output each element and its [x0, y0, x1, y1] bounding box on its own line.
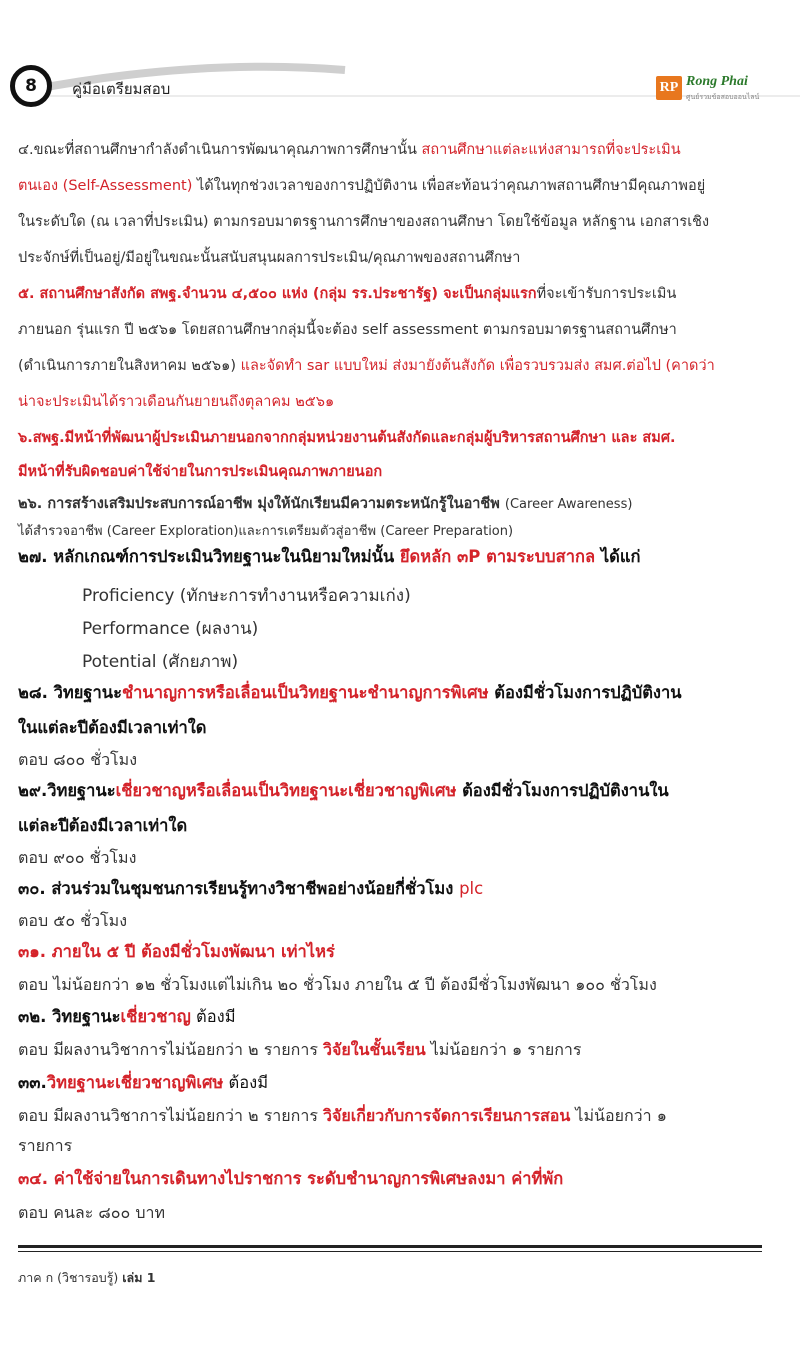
page-footer [18, 1268, 156, 1288]
text-line: ๖.สพฐ.มีหน้าที่พัฒนาผู้ประเมินภายนอกจากกลุ่มหน่วยงานต้นสังกัดและกลุ่มผู้บริหารสถานศึกษา และ สมศ. [18, 430, 676, 446]
logo-mark: RP [656, 76, 682, 100]
text-line: ได้สำรวจอาชีพ (Career Exploration)และการเตรียมตัวสู่อาชีพ (Career Preparation) [18, 524, 514, 539]
page-number: 8 [10, 65, 52, 107]
text-line: ๕. สถานศึกษาสังกัด สพฐ.จำนวน ๔,๕๐๐ แห่ง (กลุ่ม รร.ประชารัฐ) จะเป็นกลุ่มแรกที่จะเข้ารับการประเมิน [18, 286, 677, 302]
text-line: ตนเอง (Self-Assessment) ได้ในทุกช่วงเวลาของการปฏิบัติงาน เพื่อสะท้อนว่าคุณภาพสถานศึกษามีคุณภาพอยู่ [18, 178, 706, 194]
text-line: น่าจะประเมินได้ราวเดือนกันยายนถึงตุลาคม ๒๕๖๑ [18, 394, 335, 410]
question-32: ๓๒. วิทยฐานะเชี่ยวชาญ ต้องมี [18, 1007, 236, 1026]
logo-subtitle: ศูนย์รวมข้อสอบออนไลน์ [686, 93, 760, 101]
question-30: ๓๐. ส่วนร่วมในชุมชนการเรียนรู้ทางวิชาชีพอย่างน้อยกี่ชั่วโมง plc [18, 879, 484, 898]
question-34: ๓๔. ค่าใช้จ่ายในการเดินทางไปราชการ ระดับชำนาญการพิเศษลงมา ค่าที่พัก [18, 1169, 564, 1188]
question-31: ๓๑. ภายใน ๕ ปี ต้องมีชั่วโมงพัฒนา เท่าไหร่ [18, 942, 335, 961]
answer: ตอบ ๕๐ ชั่วโมง [18, 911, 127, 930]
logo-text: Rong Phai [686, 74, 748, 89]
answer: ตอบ มีผลงานวิชาการไม่น้อยกว่า ๒ รายการ วิจัยในชั้นเรียน ไม่น้อยกว่า ๑ รายการ [18, 1040, 582, 1059]
question-27: ๒๗. หลักเกณฑ์การประเมินวิทยฐานะในนิยามใหม่นั้น ยึดหลัก ๓P ตามระบบสากล ได้แก่ [18, 547, 641, 566]
list-item: Potential (ศักยภาพ) [82, 652, 239, 672]
text-line: ในระดับใด (ณ เวลาที่ประเมิน) ตามกรอบมาตรฐานการศึกษาของสถานศึกษา โดยใช้ข้อมูล หลักฐาน เอกสารเชิง [18, 214, 710, 230]
text-line: ประจักษ์ที่เป็นอยู่/มีอยู่ในขณะนั้นสนับสนุนผลการประเมิน/คุณภาพของสถานศึกษา [18, 250, 521, 266]
text-line: รายการ [18, 1136, 73, 1155]
footer-volume: เล่ม 1 [122, 1270, 156, 1285]
header-title: คู่มือเตรียมสอบ [72, 80, 171, 98]
text-line: ๒๖. การสร้างเสริมประสบการณ์อาชีพ มุ่งให้นักเรียนมีความตระหนักรู้ในอาชีพ (Career Awareness) [18, 496, 633, 512]
text-line: แต่ละปีต้องมีเวลาเท่าใด [18, 816, 188, 835]
list-item: Performance (ผลงาน) [82, 619, 259, 639]
answer: ตอบ คนละ ๘๐๐ บาท [18, 1203, 166, 1222]
question-33: ๓๓.วิทยฐานะเชี่ยวชาญพิเศษ ต้องมี [18, 1073, 269, 1092]
question-29: ๒๙.วิทยฐานะเชี่ยวชาญหรือเลื่อนเป็นวิทยฐานะเชี่ยวชาญพิเศษ ต้องมีชั่วโมงการปฏิบัติงานใน [18, 781, 669, 800]
question-28: ๒๘. วิทยฐานะชำนาญการหรือเลื่อนเป็นวิทยฐานะชำนาญการพิเศษ ต้องมีชั่วโมงการปฏิบัติงาน [18, 683, 682, 702]
answer: ตอบ ๙๐๐ ชั่วโมง [18, 848, 137, 867]
footer-text: ภาค ก (วิชารอบรู้) [18, 1270, 123, 1285]
page-header [0, 58, 800, 118]
text-line: (ดำเนินการภายในสิงหาคม ๒๕๖๑) และจัดทำ sar แบบใหม่ ส่งมายังต้นสังกัด เพื่อรวบรวมส่ง สมศ.ต่อไป (คาดว่า [18, 358, 715, 374]
footer-divider [18, 1251, 762, 1252]
logo [656, 70, 768, 110]
text-line: มีหน้าที่รับผิดชอบค่าใช้จ่ายในการประเมินคุณภาพภายนอก [18, 464, 383, 480]
footer-divider [18, 1245, 762, 1248]
text-line: ๔.ขณะที่สถานศึกษากำลังดำเนินการพัฒนาคุณภาพการศึกษานั้น สถานศึกษาแต่ละแห่งสามารถที่จะประเมิน [18, 142, 681, 158]
text-line: ภายนอก รุ่นแรก ปี ๒๕๖๑ โดยสถานศึกษากลุ่มนี้จะต้อง self assessment ตามกรอบมาตรฐานสถานศึกษา [18, 322, 677, 338]
answer: ตอบ มีผลงานวิชาการไม่น้อยกว่า ๒ รายการ วิจัยเกี่ยวกับการจัดการเรียนการสอน ไม่น้อยกว่า ๑ [18, 1106, 667, 1125]
answer: ตอบ ๘๐๐ ชั่วโมง [18, 750, 137, 769]
answer: ตอบ ไม่น้อยกว่า ๑๒ ชั่วโมงแต่ไม่เกิน ๒๐ ชั่วโมง ภายใน ๕ ปี ต้องมีชั่วโมงพัฒนา ๑๐๐ ชั่วโมง [18, 975, 657, 994]
text-line: ในแต่ละปีต้องมีเวลาเท่าใด [18, 718, 207, 737]
list-item: Proficiency (ทักษะการทำงานหรือความเก่ง) [82, 586, 411, 606]
